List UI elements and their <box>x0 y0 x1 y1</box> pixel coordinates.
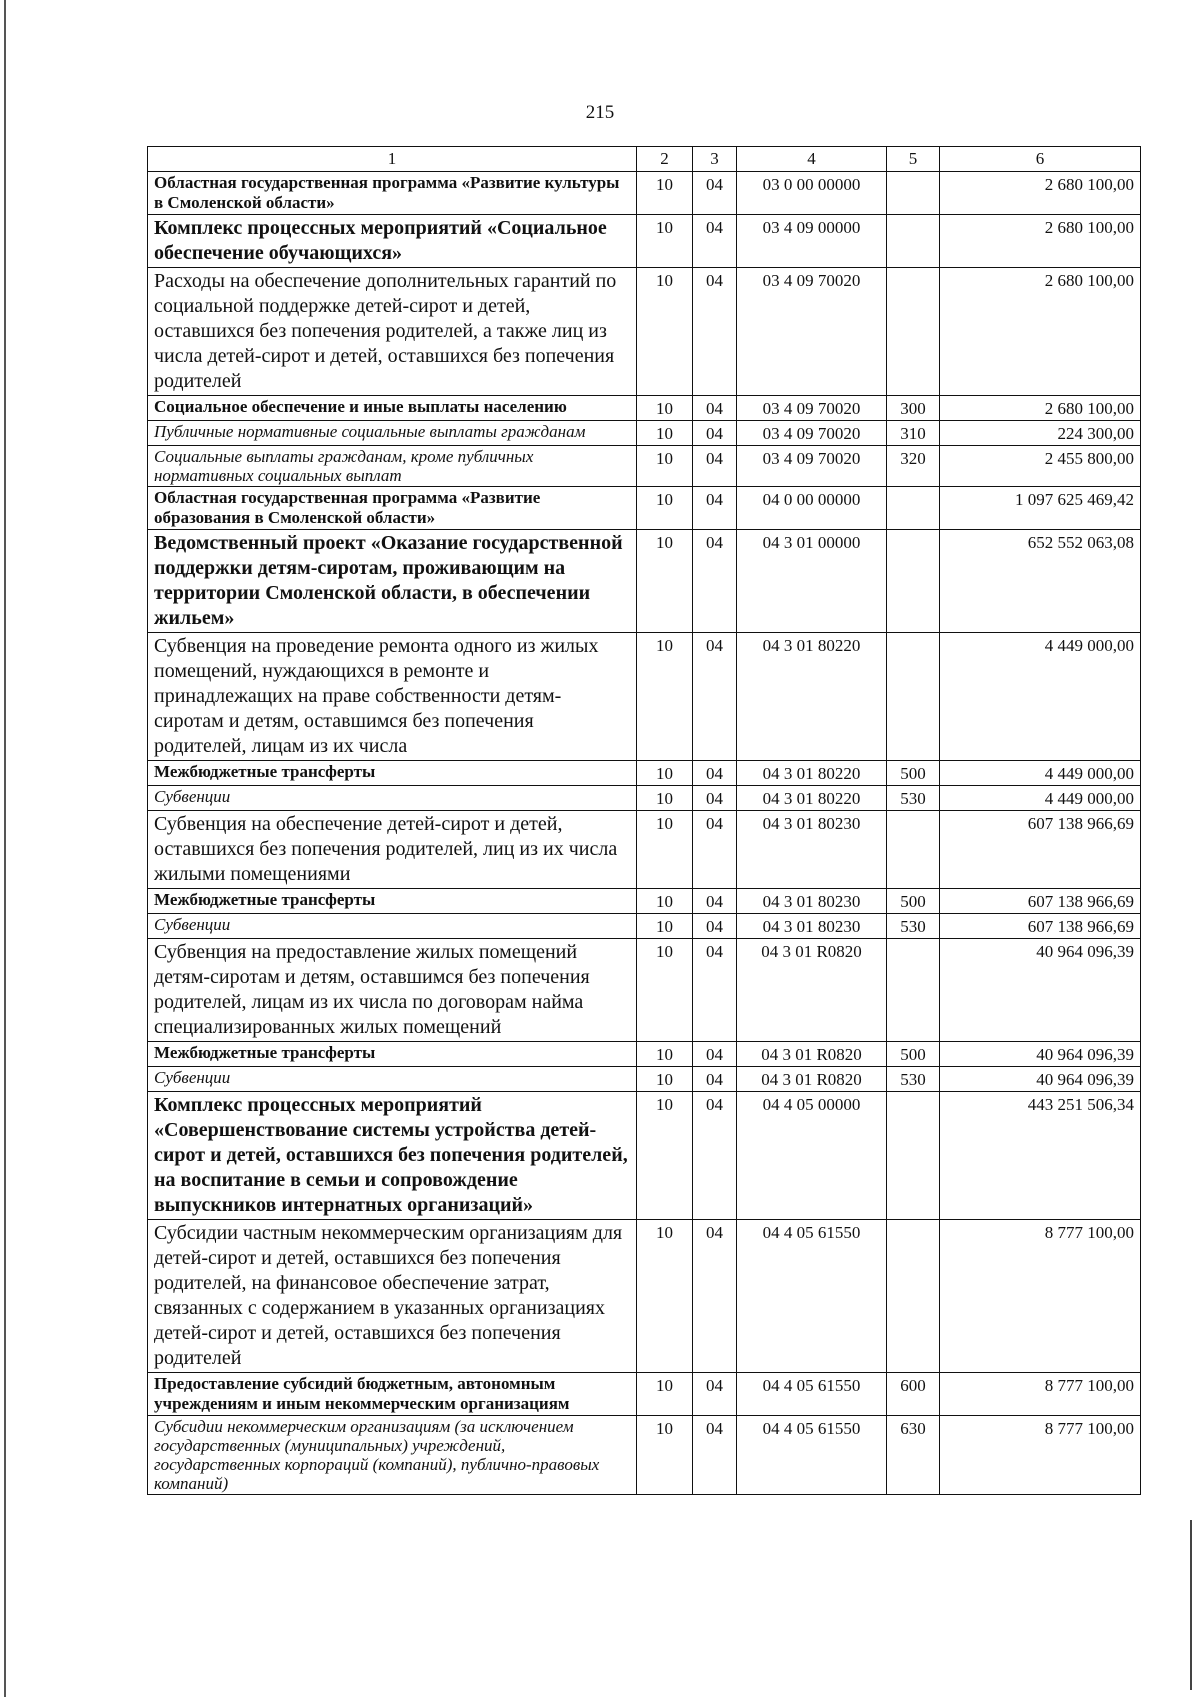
row-expense-type-cell: 530 <box>887 1067 940 1092</box>
row-target-code-cell: 04 4 05 00000 <box>737 1092 887 1220</box>
row-subsection-cell: 04 <box>693 268 737 396</box>
row-section-cell: 10 <box>637 761 693 786</box>
row-amount-cell: 8 777 100,00 <box>940 1373 1141 1416</box>
row-section-cell: 10 <box>637 421 693 446</box>
row-expense-type-cell <box>887 215 940 268</box>
header-col-1: 1 <box>148 147 637 172</box>
row-name-cell: Субвенции <box>148 786 637 811</box>
row-section-cell: 10 <box>637 172 693 215</box>
row-subsection-cell: 04 <box>693 761 737 786</box>
row-subsection-cell: 04 <box>693 421 737 446</box>
row-expense-type-cell <box>887 1220 940 1373</box>
row-expense-type-cell: 500 <box>887 761 940 786</box>
row-expense-type-cell <box>887 172 940 215</box>
row-amount-cell: 4 449 000,00 <box>940 761 1141 786</box>
row-amount-cell: 2 455 800,00 <box>940 446 1141 487</box>
row-name-cell: Межбюджетные трансферты <box>148 1042 637 1067</box>
row-amount-cell: 40 964 096,39 <box>940 939 1141 1042</box>
row-amount-cell: 443 251 506,34 <box>940 1092 1141 1220</box>
row-name-cell: Ведомственный проект «Оказание государственной поддержки детям-сиротам, проживающим на территории Смоленской области, в обеспечении жильем» <box>148 530 637 633</box>
table-row <box>148 811 1141 889</box>
header-col-6: 6 <box>940 147 1141 172</box>
row-section-cell: 10 <box>637 1416 693 1495</box>
table-row <box>148 761 1141 786</box>
row-name-cell: Субвенция на проведение ремонта одного из жилых помещений, нуждающихся в ремонте и принадлежащих на праве собственности детям-сиротам и детям, оставшимся без попечения родителей, лицам из их числа <box>148 633 637 761</box>
row-target-code-cell: 03 4 09 00000 <box>737 215 887 268</box>
row-section-cell: 10 <box>637 215 693 268</box>
row-section-cell: 10 <box>637 1042 693 1067</box>
row-section-cell: 10 <box>637 939 693 1042</box>
row-section-cell: 10 <box>637 396 693 421</box>
row-target-code-cell: 03 4 09 70020 <box>737 396 887 421</box>
row-target-code-cell: 04 4 05 61550 <box>737 1220 887 1373</box>
table-row <box>148 786 1141 811</box>
row-target-code-cell: 03 4 09 70020 <box>737 446 887 487</box>
row-amount-cell: 40 964 096,39 <box>940 1042 1141 1067</box>
row-subsection-cell: 04 <box>693 889 737 914</box>
table-row <box>148 1092 1141 1220</box>
row-subsection-cell: 04 <box>693 1042 737 1067</box>
row-section-cell: 10 <box>637 1373 693 1416</box>
row-name-cell: Субсидии некоммерческим организациям (за исключением государственных (муниципальных) учреждений, государственных корпораций (компаний), публично-правовых компаний) <box>148 1416 637 1495</box>
row-amount-cell: 2 680 100,00 <box>940 215 1141 268</box>
table-row <box>148 487 1141 530</box>
row-expense-type-cell <box>887 939 940 1042</box>
row-target-code-cell: 04 3 01 R0820 <box>737 939 887 1042</box>
row-amount-cell: 2 680 100,00 <box>940 172 1141 215</box>
table-row <box>148 530 1141 633</box>
row-target-code-cell: 04 3 01 R0820 <box>737 1067 887 1092</box>
row-section-cell: 10 <box>637 487 693 530</box>
row-name-cell: Субвенция на предоставление жилых помещений детям-сиротам и детям, оставшимся без попечения родителей, лицам из их числа по договорам найма специализированных жилых помещений <box>148 939 637 1042</box>
row-target-code-cell: 04 0 00 00000 <box>737 487 887 530</box>
row-expense-type-cell <box>887 487 940 530</box>
row-subsection-cell: 04 <box>693 487 737 530</box>
table-row <box>148 421 1141 446</box>
row-expense-type-cell <box>887 1092 940 1220</box>
table-row <box>148 1067 1141 1092</box>
table-row <box>148 446 1141 487</box>
row-target-code-cell: 03 4 09 70020 <box>737 268 887 396</box>
row-subsection-cell: 04 <box>693 172 737 215</box>
row-target-code-cell: 03 4 09 70020 <box>737 421 887 446</box>
row-subsection-cell: 04 <box>693 1067 737 1092</box>
page-number: 215 <box>585 102 615 123</box>
table-row <box>148 1042 1141 1067</box>
table-row <box>148 268 1141 396</box>
row-section-cell: 10 <box>637 633 693 761</box>
budget-table <box>147 146 1141 1495</box>
table-row <box>148 172 1141 215</box>
row-expense-type-cell: 530 <box>887 914 940 939</box>
row-amount-cell: 40 964 096,39 <box>940 1067 1141 1092</box>
row-subsection-cell: 04 <box>693 530 737 633</box>
row-section-cell: 10 <box>637 811 693 889</box>
row-subsection-cell: 04 <box>693 396 737 421</box>
row-expense-type-cell <box>887 811 940 889</box>
row-target-code-cell: 04 3 01 80230 <box>737 811 887 889</box>
row-expense-type-cell: 500 <box>887 1042 940 1067</box>
row-name-cell: Социальное обеспечение и иные выплаты населению <box>148 396 637 421</box>
table-row <box>148 939 1141 1042</box>
row-expense-type-cell: 310 <box>887 421 940 446</box>
header-col-2: 2 <box>637 147 693 172</box>
row-section-cell: 10 <box>637 268 693 396</box>
row-name-cell: Областная государственная программа «Развитие культуры в Смоленской области» <box>148 172 637 215</box>
row-target-code-cell: 04 3 01 80220 <box>737 786 887 811</box>
row-name-cell: Областная государственная программа «Развитие образования в Смоленской области» <box>148 487 637 530</box>
row-expense-type-cell: 500 <box>887 889 940 914</box>
row-name-cell: Субвенция на обеспечение детей-сирот и детей, оставшихся без попечения родителей, лиц из их числа жилыми помещениями <box>148 811 637 889</box>
row-subsection-cell: 04 <box>693 1092 737 1220</box>
row-section-cell: 10 <box>637 1092 693 1220</box>
row-name-cell: Комплекс процессных мероприятий «Совершенствование системы устройства детей-сирот и детей, оставшихся без попечения родителей, на воспитание в семьи и сопровождение выпускников интернатных организаций» <box>148 1092 637 1220</box>
row-name-cell: Субвенции <box>148 1067 637 1092</box>
row-subsection-cell: 04 <box>693 914 737 939</box>
row-amount-cell: 8 777 100,00 <box>940 1220 1141 1373</box>
row-name-cell: Субсидии частным некоммерческим организациям для детей-сирот и детей, оставшихся без попечения родителей, на финансовое обеспечение затрат, связанных с содержанием в указанных организациях детей-сирот и детей, оставшихся без попечения родителей <box>148 1220 637 1373</box>
row-subsection-cell: 04 <box>693 939 737 1042</box>
row-amount-cell: 1 097 625 469,42 <box>940 487 1141 530</box>
row-amount-cell: 2 680 100,00 <box>940 268 1141 396</box>
row-target-code-cell: 04 3 01 80220 <box>737 761 887 786</box>
row-name-cell: Социальные выплаты гражданам, кроме публичных нормативных социальных выплат <box>148 446 637 487</box>
table-row <box>148 215 1141 268</box>
row-section-cell: 10 <box>637 889 693 914</box>
table-row <box>148 633 1141 761</box>
row-subsection-cell: 04 <box>693 1373 737 1416</box>
row-expense-type-cell <box>887 530 940 633</box>
row-expense-type-cell <box>887 633 940 761</box>
header-col-5: 5 <box>887 147 940 172</box>
row-name-cell: Комплекс процессных мероприятий «Социальное обеспечение обучающихся» <box>148 215 637 268</box>
row-target-code-cell: 04 3 01 00000 <box>737 530 887 633</box>
row-section-cell: 10 <box>637 530 693 633</box>
table-row <box>148 1373 1141 1416</box>
table-row <box>148 1220 1141 1373</box>
table-row <box>148 889 1141 914</box>
row-amount-cell: 652 552 063,08 <box>940 530 1141 633</box>
scan-edge-right <box>1190 1520 1192 1690</box>
row-expense-type-cell: 320 <box>887 446 940 487</box>
row-amount-cell: 4 449 000,00 <box>940 633 1141 761</box>
row-expense-type-cell: 630 <box>887 1416 940 1495</box>
row-amount-cell: 8 777 100,00 <box>940 1416 1141 1495</box>
row-amount-cell: 4 449 000,00 <box>940 786 1141 811</box>
row-subsection-cell: 04 <box>693 633 737 761</box>
table-row <box>148 1416 1141 1495</box>
row-amount-cell: 607 138 966,69 <box>940 914 1141 939</box>
row-section-cell: 10 <box>637 1220 693 1373</box>
row-target-code-cell: 04 3 01 80230 <box>737 914 887 939</box>
row-subsection-cell: 04 <box>693 1220 737 1373</box>
row-expense-type-cell: 530 <box>887 786 940 811</box>
row-subsection-cell: 04 <box>693 786 737 811</box>
row-expense-type-cell <box>887 268 940 396</box>
row-section-cell: 10 <box>637 446 693 487</box>
row-target-code-cell: 04 4 05 61550 <box>737 1373 887 1416</box>
row-target-code-cell: 04 3 01 80230 <box>737 889 887 914</box>
table-row <box>148 396 1141 421</box>
row-name-cell: Публичные нормативные социальные выплаты гражданам <box>148 421 637 446</box>
row-target-code-cell: 04 3 01 R0820 <box>737 1042 887 1067</box>
header-col-4: 4 <box>737 147 887 172</box>
row-expense-type-cell: 300 <box>887 396 940 421</box>
row-name-cell: Предоставление субсидий бюджетным, автономным учреждениям и иным некоммерческим организациям <box>148 1373 637 1416</box>
row-section-cell: 10 <box>637 1067 693 1092</box>
row-name-cell: Расходы на обеспечение дополнительных гарантий по социальной поддержке детей-сирот и детей, оставшихся без попечения родителей, а также лиц из числа детей-сирот и детей, оставшихся без попечения родителей <box>148 268 637 396</box>
row-subsection-cell: 04 <box>693 215 737 268</box>
table-body <box>148 147 1141 1495</box>
row-section-cell: 10 <box>637 914 693 939</box>
row-amount-cell: 2 680 100,00 <box>940 396 1141 421</box>
row-subsection-cell: 04 <box>693 1416 737 1495</box>
table-row <box>148 914 1141 939</box>
row-target-code-cell: 04 3 01 80220 <box>737 633 887 761</box>
row-name-cell: Субвенции <box>148 914 637 939</box>
row-amount-cell: 224 300,00 <box>940 421 1141 446</box>
row-name-cell: Межбюджетные трансферты <box>148 889 637 914</box>
row-amount-cell: 607 138 966,69 <box>940 889 1141 914</box>
row-amount-cell: 607 138 966,69 <box>940 811 1141 889</box>
row-name-cell: Межбюджетные трансферты <box>148 761 637 786</box>
header-col-3: 3 <box>693 147 737 172</box>
row-expense-type-cell: 600 <box>887 1373 940 1416</box>
row-subsection-cell: 04 <box>693 811 737 889</box>
row-section-cell: 10 <box>637 786 693 811</box>
scan-edge-left <box>4 0 6 1697</box>
row-target-code-cell: 04 4 05 61550 <box>737 1416 887 1495</box>
table-header-row <box>148 147 1141 172</box>
row-subsection-cell: 04 <box>693 446 737 487</box>
row-target-code-cell: 03 0 00 00000 <box>737 172 887 215</box>
